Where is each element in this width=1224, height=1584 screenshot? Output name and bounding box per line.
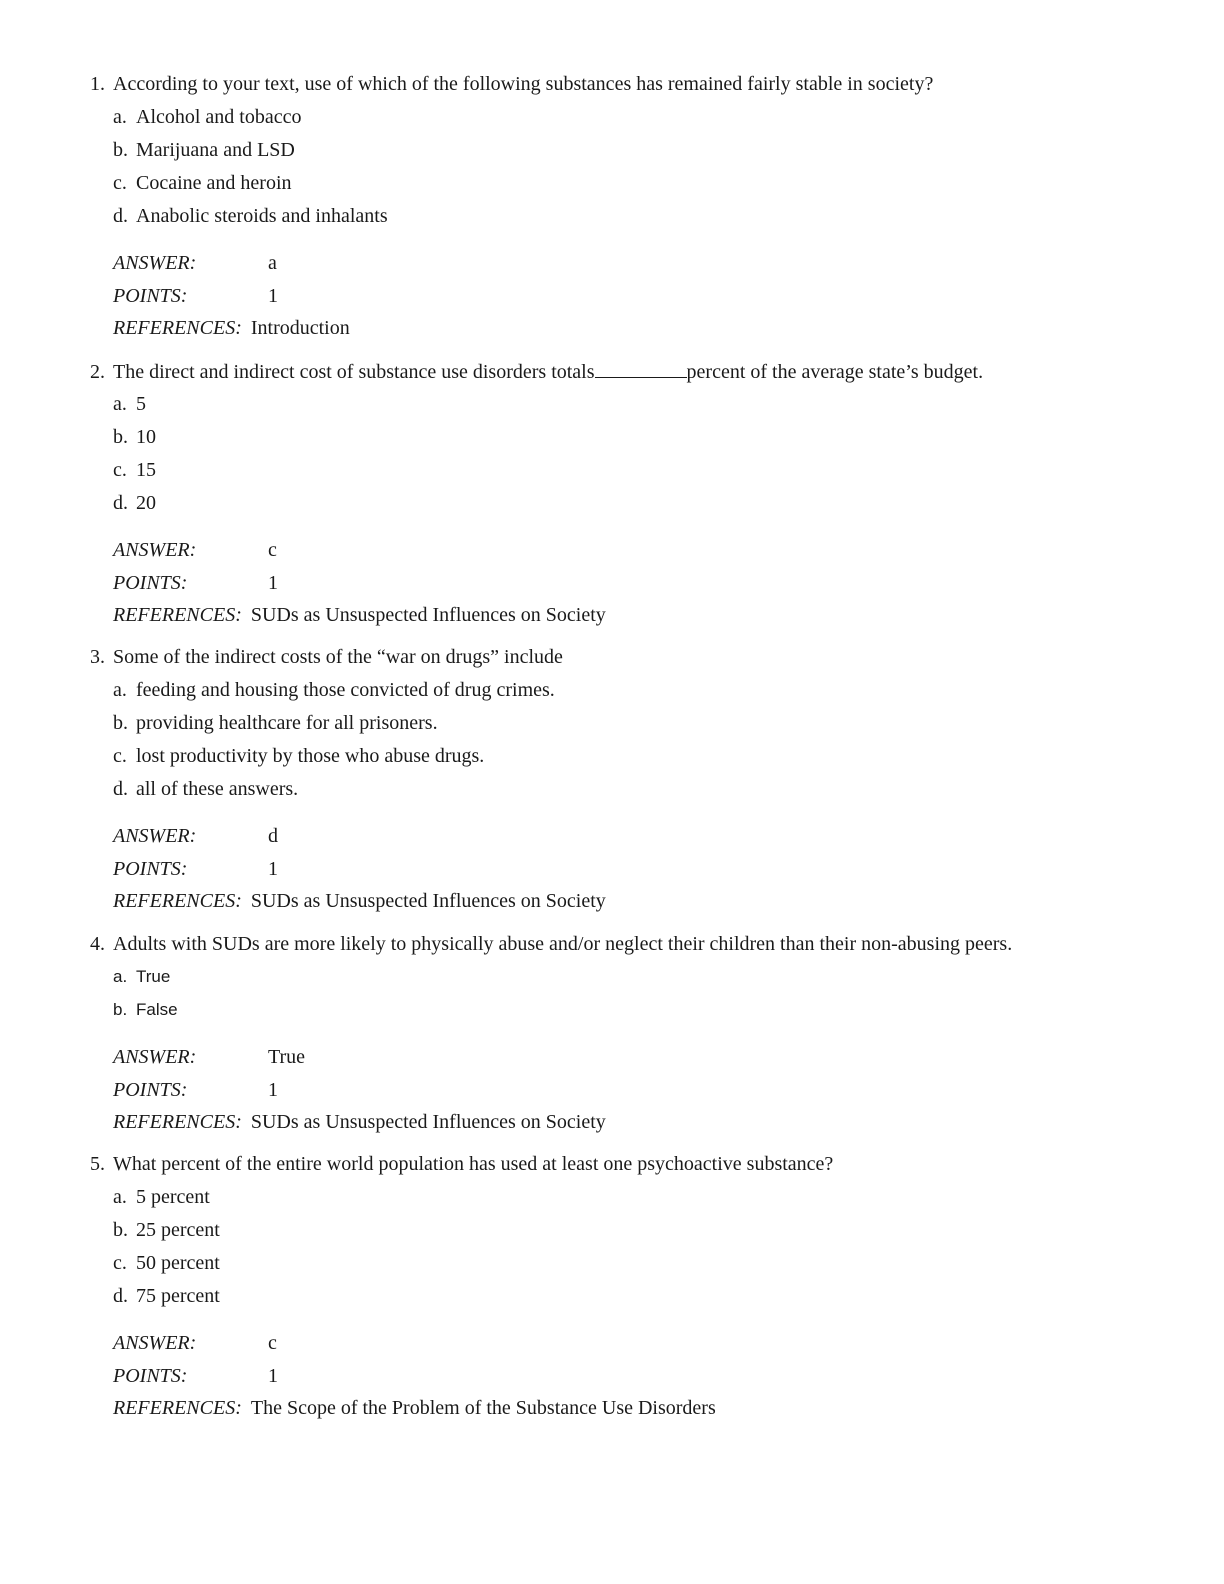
- answer-block: [113, 538, 1200, 627]
- points-row: POINTS: 1: [113, 1364, 278, 1387]
- references-row: REFERENCES: SUDs as Unsuspected Influences on Society: [113, 890, 606, 912]
- question-stem: 4. Adults with SUDs are more likely to physically abuse and/or neglect their children than their non-abusing peers.: [90, 933, 1013, 955]
- answer-block: [113, 251, 1200, 340]
- answer-block: [113, 824, 1200, 913]
- option-c: c. 50 percent: [113, 1252, 220, 1274]
- option-a: a. True: [113, 967, 171, 986]
- option-b: b. Marijuana and LSD: [113, 139, 295, 161]
- answer-row: ANSWER: True: [113, 1046, 306, 1068]
- option-b: b. 10: [113, 426, 156, 448]
- question-5: [90, 1152, 1200, 1429]
- answer-row: ANSWER: c: [113, 1332, 277, 1354]
- option-c: c. Cocaine and heroin: [113, 172, 292, 194]
- points-row: POINTS: 1: [113, 571, 278, 594]
- option-c: c. lost productivity by those who abuse drugs.: [113, 745, 485, 767]
- answer-row: ANSWER: a: [113, 252, 277, 274]
- references-row: REFERENCES: SUDs as Unsuspected Influences on Society: [113, 604, 606, 626]
- references-row: REFERENCES: Introduction: [113, 317, 350, 339]
- question-stem: 3. Some of the indirect costs of the “war on drugs” include: [90, 646, 563, 668]
- question-1: [90, 72, 1200, 349]
- question-2: [90, 359, 1200, 636]
- points-row: POINTS: 1: [113, 284, 278, 307]
- answer-block: [113, 1331, 1200, 1420]
- points-row: POINTS: 1: [113, 857, 278, 880]
- question-stem: 2. The direct and indirect cost of substance use disorders totals percent of the average state’s budget.: [90, 361, 984, 383]
- option-d: d. Anabolic steroids and inhalants: [113, 205, 388, 227]
- option-d: d. all of these answers.: [113, 778, 299, 800]
- option-c: c. 15: [113, 459, 156, 481]
- option-a: a. 5 percent: [113, 1186, 210, 1208]
- references-row: REFERENCES: SUDs as Unsuspected Influences on Society: [113, 1111, 606, 1133]
- answer-block: [113, 1045, 1200, 1134]
- question-4: [90, 932, 1200, 1143]
- option-a: a. Alcohol and tobacco: [113, 106, 302, 128]
- option-b: b. providing healthcare for all prisoners.: [113, 712, 438, 734]
- option-b: b. False: [113, 1000, 178, 1019]
- question-stem: 1. According to your text, use of which of the following substances has remained fairly stable in society?: [90, 73, 934, 95]
- points-row: POINTS: 1: [113, 1078, 278, 1101]
- question-3: [90, 645, 1200, 922]
- option-d: d. 75 percent: [113, 1285, 220, 1307]
- references-row: REFERENCES: The Scope of the Problem of the Substance Use Disorders: [113, 1397, 716, 1419]
- fill-in-blank: [595, 359, 687, 378]
- option-d: d. 20: [113, 492, 156, 514]
- answer-row: ANSWER: c: [113, 539, 277, 561]
- answer-row: ANSWER: d: [113, 825, 278, 847]
- option-a: a. 5: [113, 393, 146, 415]
- option-b: b. 25 percent: [113, 1219, 220, 1241]
- question-stem: 5. What percent of the entire world population has used at least one psychoactive substance?: [90, 1153, 834, 1175]
- option-a: a. feeding and housing those convicted of drug crimes.: [113, 679, 555, 701]
